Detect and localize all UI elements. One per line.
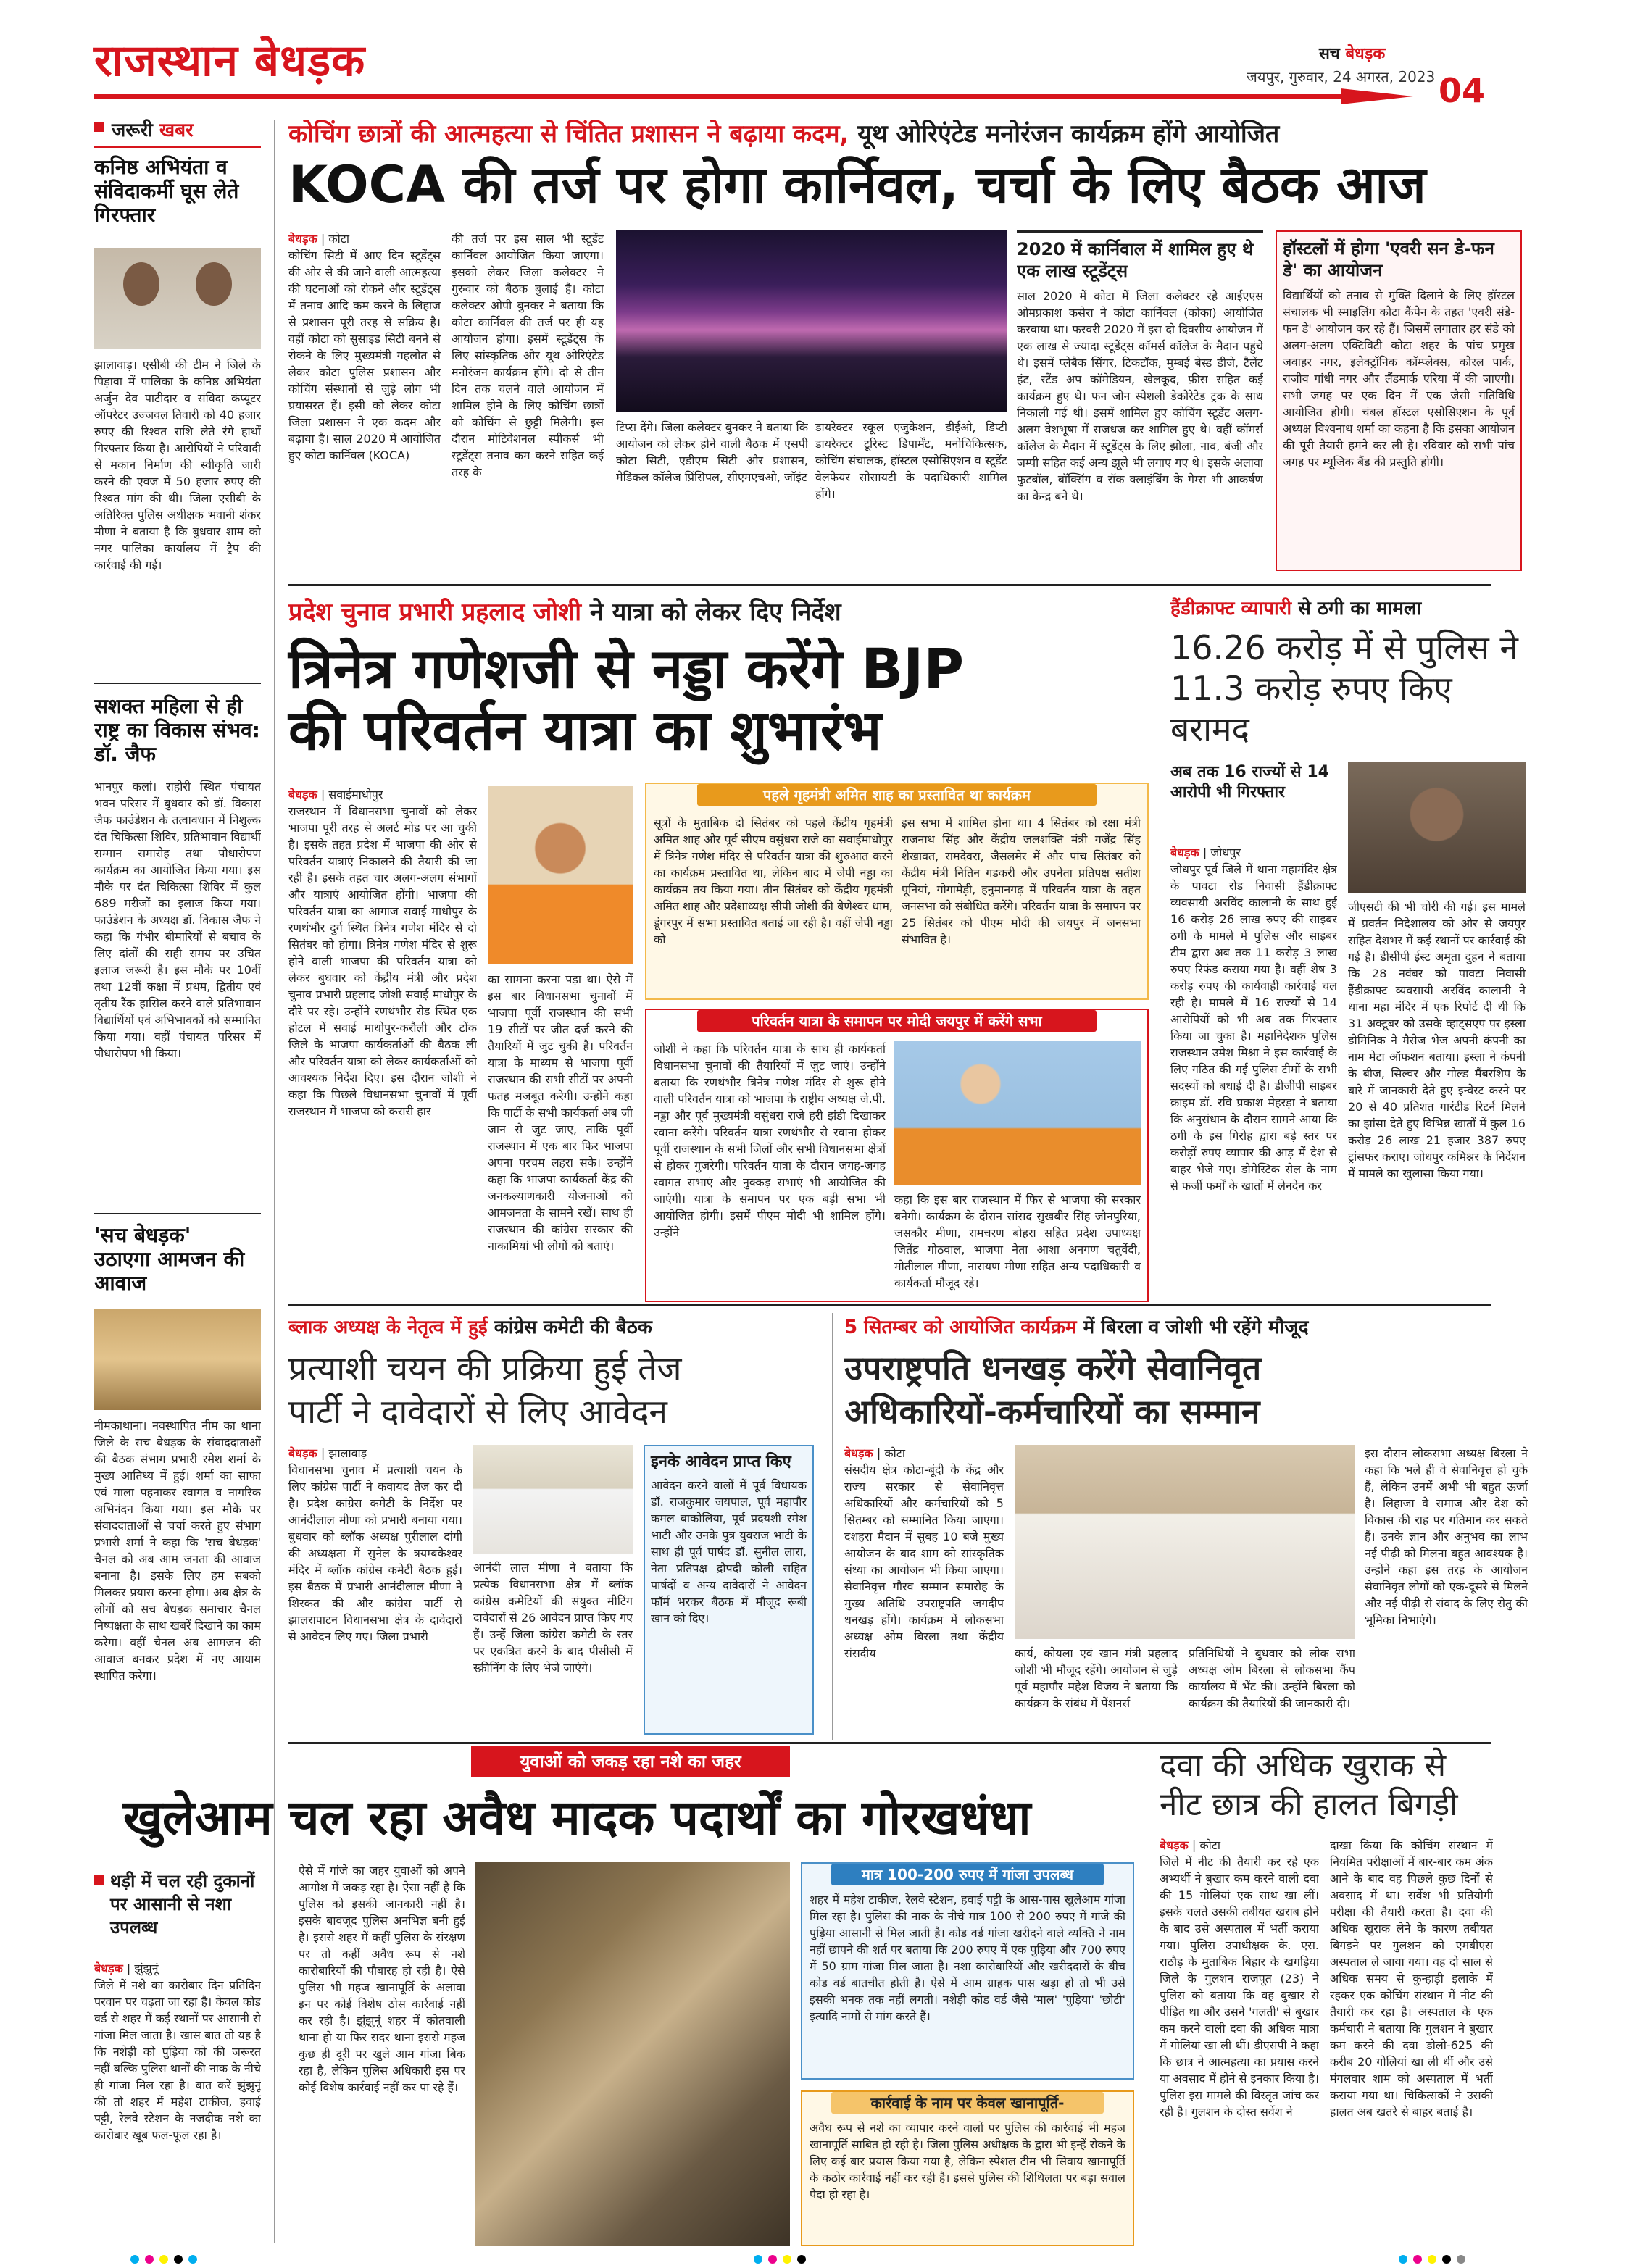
box-column: सूत्रों के मुताबिक दो सितंबर को पहले केंद्रीय गृहमंत्री अमित शाह और पूर्व सीएम वसुंधरा राजे का सवाईमाधोपुर में त्रिनेत्र गणेश मंदिर से परिवर्तन यात्रा की शुरुआत करने का कार्यक्रम प्रस्तावित था, लेकिन बाद में जेपी नड्डा का कार्यक्रम तय किया गया। तीन सितंबर को केंद्रीय गृहमंत्री अमित शाह और प्रदेशाध्यक्ष सीपी जोशी की बेणेश्वर धाम, डूंगरपुर में सभा प्रस्तावित बताई जा रही है। वहीं जेपी नड्डा को: [654, 816, 893, 946]
story-strip: युवाओं को जकड़ रहा नशे का जहर: [471, 1746, 790, 1777]
sidebar-story-1-headline: कनिष्ठ अभियंता व संविदाकर्मी घूस लेते गिरफ्तार: [94, 155, 239, 227]
sidebar-story-1-photo: [94, 248, 261, 349]
box-police-action: [801, 2090, 1134, 2246]
divider: [94, 1213, 261, 1214]
prahlad-joshi-photo: [488, 786, 633, 964]
story-congress-meeting: [288, 1313, 825, 1740]
story-column: बेधड़क | कोटा जिले में नीट की तैयारी कर रहे एक अभ्यर्थी ने बुखार कम करने वाली दवा की 15 गोलियां एक साथ खा लीं। इसके चलते उसकी तबीयत खराब होने के बाद उसे अस्पताल में भर्ती कराया गया। पुलिस उपाधीक्षक के. एस. राठौड़ के मुताबिक बिहार के खगड़िया जिले के गुलशन राजपूत (23) ने पुलिस को बताया कि वह बुखार से पीड़ित था और उसने 'गलती' से बुखार कम करने वाली दवा की अधिक मात्रा में गोलियां खा ली थीं। डीएसपी ने कहा कि छात्र ने आत्महत्या का प्रयास करने या अवसाद में होने से इनकार किया है। पुलिस इस मामले की विस्तृत जांच कर रही है। गुलशन के दोस्त सर्वेश ने: [1160, 1838, 1319, 2119]
registration-dots-right: [1399, 2255, 1500, 2264]
sidebox-applicants: [644, 1445, 814, 1735]
box-title: परिवर्तन यात्रा के समापन पर मोदी जयपुर में करेंगे सभा: [697, 1010, 1097, 1032]
newspaper-title: राजस्थान बेधड़क: [94, 36, 366, 86]
sidebox-body: आवेदन करने वालों में पूर्व विधायक डॉ. राजकुमार जयपाल, पूर्व महापौर कमल बाकोलिया, पूर्व प्रदयशी रमेश भाटी और उनके पुत्र युवराज भाटी के साथ ही पूर्व पार्षद डॉ. सुनील लारा, नेता प्रतिपक्ष द्रौपदी कोली सहित पार्षदों व अन्य दावेदारों ने आवेदन फॉर्म भरकर बैठक में मौजूद रूबी खान को दिए।: [651, 1478, 807, 1625]
sidebox-body: विद्यार्थियों को तनाव से मुक्ति दिलाने के लिए हॉस्टल संचालक भी स्माइलिंग कोटा कैंपेन के तहत 'एवरी संडे-फन डे' आयोजन कर रहे हैं। जिसमें लगातार हर संडे को अलग-अलग एक्टिविटी कोटा शहर के पांच प्रमुख जवाहर नगर, इलेक्ट्रॉनिक कॉम्प्लेक्स, कोरल पार्क, राजीव गांधी नगर और लैंडमार्क एरिया में की जाएगी। सभी जगह पर एक दिन में एक जैसी गतिविधि आयोजित होगी। चंबल हॉस्टल एसोसिएशन के पूर्व अध्यक्ष विश्वनाथ शर्मा का कहना है कि इसका आयोजन की पूरी तैयारी हमने कर ली है। रविवार को सभी पांच जगह पर म्यूजिक बैंड की प्रस्तुति होगी।: [1283, 288, 1515, 469]
registration-dots-center: [754, 2255, 855, 2264]
story-koca: [288, 116, 1535, 580]
story-headline: KOCA की तर्ज पर होगा कार्निवल, चर्चा के लिए बैठक आज: [288, 155, 1426, 214]
story-column: की तर्ज पर इस साल भी स्टूडेंट कार्निवल आयोजित किया जाएगा। इसको लेकर जिला कलेक्टर ने गुरुवार को बैठक बुलाई है। कोटा कलेक्टर ओपी बुनकर ने बताया कि कोटा कार्निवल की तर्ज पर ही यह आयोजन होगा। इसमें स्टूडेंट्स के लिए सांस्कृतिक और यूथ ओरिएंटेड मनोरंजन कार्यक्रम होंगे। दो से तीन दिन तक चलने वाले आयोजन में शामिल होने के लिए कोचिंग छात्रों को कोचिंग से छुट्टी मिलेगी। इस दौरान मोटिवेशनल स्पीकर्स भी स्टूडेंट्स तनाव कम करने सहित कई तरह के: [452, 232, 604, 479]
story-kicker: 5 सितम्बर को आयोजित कार्यक्रम में बिरला व जोशी भी रहेंगे मौजूद: [844, 1317, 1309, 1338]
section-rule: [288, 1742, 1491, 1744]
story-kicker: हैंडीक्राफ्ट व्यापारी से ठगी का मामला: [1170, 598, 1422, 620]
section-rule: [288, 584, 1491, 586]
story-subhead: अब तक 16 राज्यों से 14 आरोपी भी गिरफ्तार: [1170, 763, 1329, 801]
story-column: ऐसे में गांजे का जहर युवाओं को अपने आगोश में जकड़ रहा है। ऐसा नहीं है कि पुलिस को इसकी जानकारी नहीं है। इसके बावजूद पुलिस अनभिज्ञ बनी हुई है। इससे शहर में कहीं पुलिस के संरक्षण पर तो कहीं अवैध रूप से नशे कारोबारियों की पौबारह हो रही है। ऐसे पुलिस भी महज खानापूर्ति के अलावा इन पर कोई विशेष ठोस कार्रवाई नहीं कर रही है। झुंझुनूं शहर में कोतवाली थाना हो या फिर सदर थाना इससे महज कुछ ही दूरी पर खुले आम गांजा बिक रहा है, लेकिन पुलिस अधिकारी इस पर कोई विशेष कार्रवाई नहीं कर पा रहे हैं।: [299, 1864, 465, 2094]
story-kicker: कोचिंग छात्रों की आत्महत्या से चिंतित प्रशासन ने बढ़ाया कदम, यूथ ओरिएंटेड मनोरंजन कार्यक्रम होंगे आयोजित: [288, 120, 1280, 149]
column-rule: [832, 1313, 833, 1740]
story-column: डायरेक्टर स्कूल एजुकेशन, डीईओ, डिप्टी डायरेक्टर टूरिस्ट डिपार्मेंट, मनोचिकित्सक, कोचिंग संचालक, हॉस्टल एसोसिएशन व स्टूडेंट वेलफेयर सोसायटी के पदाधिकारी शामिल होंगे।: [815, 420, 1007, 501]
sidebox-head: 2020 में कार्निवाल में शामिल हुए थे एक लाख स्टूडेंट्स: [1017, 239, 1254, 281]
story-column: इस दौरान लोकसभा अध्यक्ष बिरला ने कहा कि भले ही वे सेवानिवृत्त हो चुके हैं, लेकिन उनमें अभी भी बहुत ऊर्जा है। लिहाजा वे समाज और देश को विकास की राह पर गतिमान कर सकते हैं। उनके ज्ञान और अनुभव का लाभ नई पीढ़ी को मिलना बहुत आवश्यक है। उन्होंने कहा इस तरह के आयोजन सेवानिवृत लोगों को एक-दूसरे से मिलने और नई पीढ़ी से संवाद के लिए सेतु की भूमिका निभाएंगे।: [1365, 1446, 1528, 1627]
masthead: [94, 0, 1486, 110]
meeting-hall-photo: [1015, 1445, 1355, 1639]
story-drugs: [94, 1746, 1138, 2246]
box-ganja-price: [801, 1862, 1134, 2080]
story-column: जीएसटी की भी चोरी की गई। इस मामले में प्रवर्तन निदेशालय को ओर से जयपुर सहित देशभर में कई स्थानों पर कार्रवाई की गई है। डीसीपी ईस्ट अमृता दुहन ने बताया कि 28 नवंबर को पावटा निवासी हैंडीक्राफ्ट व्यवसायी अरविंद कालानी ने थाना महा मंदिर में एक रिपोर्ट दी थी कि 31 अक्टूबर को उसके व्हाट्सएप पर इस्ला डोमिनिक ने मैसेज भेज अपनी कंपनी का नाम मेटा ऑफशन बताया। इस्ला ने कंपनी के बीज, सिल्वर और गोल्ड मैंबरशिप के बारे में जानकारी देते हुए इन्वेस्ट करने पर 20 से 40 प्रतिशत गारंटीड रिटर्न मिलने का झांसा देते हुए विभिन्न खातों में कुल 16 करोड़ 26 लाख 21 हजार 387 रुपए ट्रांसफर कराए। जोधपुर कमिश्नर के निर्देशन में मामले का खुलासा किया गया।: [1348, 900, 1526, 1180]
story-bjp-yatra: [288, 594, 1151, 1304]
story-headline: खुलेआम चल रहा अवैध मादक पदार्थों का गोरखधंधा: [123, 1790, 1031, 1846]
story-column: प्रतिनिधियों ने बुधवार को लोक सभा अध्यक्ष ओम बिरला से लोकसभा कैंप कार्यालय में भेंट की। उन्होंने बिरला को कार्यक्रम की तैयारियों की जानकारी दी।: [1189, 1646, 1355, 1710]
box-column: इस सभा में शामिल होना था। 4 सितंबर को रक्षा मंत्री राजनाथ सिंह और केंद्रीय जलशक्ति मंत्री गजेंद्र सिंह शेखावत, रामदेवरा, जैसलमेर में और पांच सितंबर को केंद्रीय मंत्री नितिन गडकरी और उपनेता प्रतिपक्ष सतीश पूनियां, गोगामेड़ी, हनुमानगढ़ में परिवर्तन यात्रा के तहत जनसभा को संबोधित करेंगे। परिवर्तन यात्रा के समापन पर 25 सितंबर को पीएम मोदी की जयपुर में जनसभा संभावित है।: [902, 816, 1141, 946]
story-subhead: थड़ी में चल रही दुकानों पर आसानी से नशा उपलब्ध: [94, 1869, 261, 1939]
story-column: आनंदी लाल मीणा ने बताया कि प्रत्येक विधानसभा क्षेत्र में ब्लॉक कांग्रेस कमेटियों की संयुक्त मीटिंग दावेदारों से 26 आवेदन प्राप्त किए गए हैं। उन्हें जिला कांग्रेस कमेटी के स्तर पर एकत्रित करने के बाद पीसीसी में स्क्रीनिंग के लिए भेजे जाएंगे।: [473, 1561, 633, 1675]
masthead-rule: [94, 94, 1341, 99]
drugs-seizure-photo: [475, 1862, 790, 2246]
story-kicker: ब्लाक अध्यक्ष के नेतृत्व में हुई कांग्रेस कमेटी की बैठक: [288, 1317, 652, 1338]
congress-meeting-photo: [473, 1445, 633, 1554]
story-column: बेधड़क | कोटा संसदीय क्षेत्र कोटा-बूंदी के केंद्र और राज्य सरकार से सेवानिवृत्त अधिकारियों और कर्मचारियों को 5 सितम्बर को सम्मानित किया जाएगा। दशहरा मैदान में सुबह 10 बजे मुख्य आयोजन के बाद शाम को सांस्कृतिक संध्या का आयोजन भी किया जाएगा। सेवानिवृत्त गौरव सम्मान समारोह के मुख्य अतिथि उपराष्ट्रपति जगदीप धनखड़ होंगे। कार्यक्रम में लोकसभा अध्यक्ष ओम बिरला तथा केंद्रीय संसदीय: [844, 1446, 1004, 1660]
story-column: बेधड़क | झुंझुनूं जिले में नशे का कारोबार दिन प्रतिदिन परवान पर चढ़ता जा रहा है। केवल कोड वर्ड से शहर में कई स्थानों पर आसानी से गांजा मिल जाता है। खास बात तो यह है कि नशेड़ी को पुड़िया को की जरूरत नहीं बल्कि पुलिस थानों की नाक के नीचे ही गांजा मिल रहा है। बात करें झुंझुनूं की तो शहर में महेश टाकीज, हवाई पट्टी, रेलवे स्टेशन के नजदीक नशे का कारोबार खूब फल-फूल रहा है।: [94, 1961, 261, 2142]
newspaper-logo: [94, 29, 365, 88]
sidebar-story-3-photo: [94, 1309, 261, 1410]
sidebox-head: इनके आवेदन प्राप्त किए: [651, 1453, 791, 1471]
carnival-crowd-photo: [616, 230, 1007, 412]
story-kicker: प्रदेश चुनाव प्रभारी प्रहलाद जोशी ने यात्रा को लेकर दिए निर्देश: [288, 598, 841, 627]
story-column: बेधड़क | जोधपुर जोधपुर पूर्व जिले में थाना महामंदिर क्षेत्र के पावटा रोड निवासी हैंडीक्राफ्ट व्यवसायी अरविंद कालानी के साथ हुई 16 करोड़ 26 लाख रुपए की साइबर ठगी के मामले में पुलिस और साइबर टीम द्वारा अब तक 11 करोड़ 3 लाख रुपए रिफंड कराया गया है। वहीं शेष 3 करोड़ रुपए की कार्यवाही कार्रवाई चल रही है। मामले में 16 राज्यों से 14 आरोपियों को भी अब तक गिरफ्तार किया जा चुका है। महानिदेशक पुलिस राजस्थान उमेश मिश्रा ने इस कार्रवाई के लिए गठित की गई पुलिस टीमों के सभी सदस्यों को बधाई दी है। डीजीपी साइबर क्राइम डॉ. रवि प्रकाश मेहरड़ा ने बताया कि अनुसंधान के दौरान सामने आया कि ठगी के इस गिरोह द्वारा बड़े स्तर पर करोड़ों रुपए व्यापार की आड़ में देश से बाहर भेजे गए। डोमेस्टिक सेल के नाम से फर्जी फर्मों के खातों में लेनदेन कर: [1170, 846, 1337, 1193]
box-column: कहा कि इस बार राजस्थान में फिर से भाजपा की सरकार बनेगी। कार्यक्रम के दौरान सांसद सुखबीर सिंह जौनपुरिया, जसकौर मीणा, रामचरण बोहरा सहित प्रदेश उपाध्यक्ष जितेंद्र गोठवाल, भाजपा नेता आशा अनगण चतुर्वेदी, मोतीलाल मीणा, नारायण मीणा सहित अन्य पदाधिकारी व कार्यकर्ता मौजूद रहे।: [894, 1193, 1141, 1290]
story-cyber-fraud: [1170, 594, 1533, 1304]
divider: [94, 683, 261, 684]
story-headline: उपराष्ट्रपति धनखड़ करेंगे सेवानिवृत अधिकारियों-कर्मचारियों का सम्मान: [844, 1348, 1262, 1431]
sidebar-section-label: जरूरी खबर: [94, 116, 261, 148]
box-title: पहले गृहमंत्री अमित शाह का प्रस्तावित था कार्यक्रम: [697, 784, 1097, 806]
story-column: बेधड़क | सवाईमाधोपुर राजस्थान में विधानसभा चुनावों को लेकर भाजपा पूरी तरह से अलर्ट मोड पर आ चुकी है। इसके तहत प्रदेश में भाजपा की ओर से परिवर्तन यात्राएं निकालने की तैयारी की जा रही है। इसके तहत चार अलग-अलग संभागों और यात्राएं आयोजित होंगी। भाजपा की परिवर्तन यात्रा का आगाज सवाई माधोपुर के रणथंभौर दुर्ग स्थित त्रिनेत्र गणेश मंदिर से दो सितंबर को होगा। त्रिनेत्र गणेश मंदिर से शुरू होने वाली भाजपा की परिवर्तन यात्रा को लेकर बुधवार को केंद्रीय मंत्री और प्रदेश चुनाव प्रभारी प्रहलाद जोशी सवाई माधोपुर के दौरे पर रहे। उन्होंने रणथंभौर रोड स्थित एक होटल में सवाई माधोपुर-करौली और टोंक जिले के भाजपा कार्यकर्ताओं की बैठक ली और परिवर्तन यात्रा को लेकर कार्यकर्ताओं को आवश्यक निर्देश दिए। इस दौरान जोशी ने कहा कि पिछले विधानसभा चुनावों में पूर्वी राजस्थान में भाजपा को करारी हार: [288, 788, 477, 1118]
story-headline: त्रिनेत्र गणेशजी से नड्डा करेंगे BJP की परिवर्तन यात्रा का शुभारंभ: [288, 636, 965, 763]
sidebar-story-3-body: नीमकाथाना। नवस्‍थापित नीम का थाना जिले के सच बेधड़क के संवाददाताओं की बैठक संभाग प्रभारी रमेश शर्मा के मुख्य आतिथ्य में हुई। शर्मा का साफा एवं माला पहनाकर स्वागत व नागरिक अभिनंदन किया गया। इस मौके पर संवाददाताओं से चर्चा करते हुए संभाग प्रभारी शर्मा ने कहा कि 'सच बेधड़क' चैनल को अब आम जनता की आवाज बनाना है। इसके लिए हम सबको मिलकर प्रयास करना होगा। अब क्षेत्र के लोगों को सच बेधड़क समाचार चैनल निष्पक्षता के साथ खबरें दिखाने का काम करेगा। वहीं चैनल अब आमजन की आवाज बनकर प्रदेश में नए आयाम स्थापित करेगा।: [94, 1419, 261, 1683]
edition-brand: सच बेधड़क: [1319, 45, 1386, 63]
pen-nib-icon: [1341, 88, 1413, 104]
story-column: बेधड़क | कोटा कोचिंग सिटी में आए दिन स्टूडेंट्स की ओर से की जाने वाली आत्महत्या की घटनाओं को रोकने और स्टूडेंट्स में तनाव आदि कम करने के लिहाज से प्रशासन पूरी तरह से सक्रिय है। वहीं कोटा को सुसाइड सिटी बनने से रोकने के लिए मुख्यमंत्री गहलोत से लेकर कोटा पुलिस प्रशासन और कोचिंग संस्थानों से जुड़े लोग भी प्रयासरत हैं। इसी को लेकर कोटा जिला प्रशासन ने एक कदम और बढ़ाया है। साल 2020 में आयोजित हुए कोटा कार्निवल (KOCA): [288, 232, 441, 462]
registration-dots-left: [130, 2255, 232, 2264]
section-marker-icon: [94, 122, 104, 132]
box-body: अवैध रूप से नशे का व्यापार करने वालों पर पुलिस की कार्रवाई भी महज खानापूर्ति साबित हो रही है। जिला पुलिस अधीक्षक के द्वारा भी इन्हें रोकने के लिए कई बार प्रयास किया गया है, लेकिन स्पेशल टीम भी सिवाय खानापूर्ति के कठोर कार्रवाई नहीं कर रही है। इससे पुलिस की शिथिलता पर बड़ा सवाल पैदा हो रहा है।: [810, 2121, 1125, 2201]
sidebox-carnival-2020: [1017, 230, 1263, 571]
issue-date: जयपुर, गुरुवार, 24 अगस्त, 2023: [1247, 68, 1436, 86]
section-rule: [288, 1304, 1491, 1306]
sidebar-story-1-body: झालावाड़। एसीबी की टीम ने जिले के पिड़ावा में पालिका के कनिष्ठ अभियंता अर्जुन देव पाटीदार व संविदा कंप्यूटर ऑपरेटर उज्जवल तिवारी को 40 हजार रुपए की रिश्वत राशि लेते रंगे हाथों गिरफ्तार किया है। आरोपियों ने परिवादी से मकान निर्माण की स्वीकृति जारी करने की एवज में 50 हजार रुपए की रिश्वत मांग की थी। जिला एसीबी के अतिरिक्त पुलिस अधीक्षक भवानी शंकर मीणा ने बताया है कि बुधवार शाम को नगर पालिका कार्यालय में ट्रैप की कार्रवाई की गई।: [94, 358, 261, 572]
box-modi-jaipur-rally: [645, 1009, 1149, 1302]
sidebox-hostel-funday: [1276, 230, 1522, 571]
box-title: मात्र 100-200 रुपए में गांजा उपलब्ध: [831, 1864, 1104, 1885]
sidebox-body: साल 2020 में कोटा में जिला कलेक्टर रहे आईएएस ओमप्रकाश कसेरा ने कोटा कार्निवल (कोका) आयोजित करवाया था। फरवरी 2020 में इस दो दिवसीय आयोजन में एक लाख से ज्यादा स्टूडेंट्स कॉमर्स कॉलेज के मैदान पहुंचे थे। इसमें प्लेबैक सिंगर, टिकटॉक, मुम्बई बेस्ड डीजे, टैलेंट हंट, स्टैंड अप कॉमेडियन, खेलकूद, फ़ीस सहित कई कार्यक्रम हुए थे। फन जोन स्पेशली डेकोरेटेड ट्रक के साथ निकाली गई थी। इसमें शामिल हुए कोचिंग स्टूडेंट अलग-अलग वेशभूषा में सजधज कर शामिल हुए थे। वहीं कॉमर्स कॉलेज के मैदान में स्टूडेंट्स के लिए झोला, नाव, बंजी और जम्पी सहित कई अन्य झूले भी लगाए गए थे। इसके अलावा फुटबॉल, बॉक्सिंग व रॉक क्लाइंबिंग के गेम्स भी आकर्षण का केन्द्र बने थे।: [1017, 289, 1263, 503]
story-column: कार्य, कोयला एवं खान मंत्री प्रहलाद जोशी भी मौजूद रहेंगे। आयोजन से जुड़े पूर्व महापौर महेश विजय ने बताया कि कार्यक्रम के संबंध में पेंशनर्स: [1015, 1646, 1178, 1710]
story-headline: प्रत्याशी चयन की प्रक्रिया हुई तेज पार्टी ने दावेदारों से लिए आवेदन: [288, 1348, 682, 1431]
pm-modi-photo: [894, 1041, 1141, 1185]
story-vp-felicitation: [844, 1313, 1533, 1740]
sidebar-story-2-headline: सशक्त महिला से ही राष्ट्र का विकास संभव: डॉ. जैफ: [94, 694, 260, 766]
bullet-icon: [94, 1875, 104, 1885]
page-number: 04: [1439, 71, 1486, 110]
story-neet-student: [1160, 1746, 1493, 2246]
story-headline: 16.26 करोड़ में से पुलिस ने 11.3 करोड़ रुपए किए बरामद: [1170, 628, 1518, 749]
sidebar-story-3-headline: 'सच बेधड़क' उठाएगा आमजन की आवाज: [94, 1223, 245, 1295]
sidebox-head: हॉस्टलों में होगा 'एवरी सन डे-फन डे' का आयोजन: [1283, 238, 1494, 280]
box-body: शहर में महेश टाकीज, रेलवे स्टेशन, हवाई पट्टी के आस-पास खुलेआम गांजा मिल रहा है। पुलिस की नाक के नीचे मात्र 100 से 200 रुपए में गांजे की पुड़िया आसानी से मिल जाती है। कोड वर्ड गांजा खरीदने वाले व्यक्ति ने नाम नहीं छापने की शर्त पर बताया कि 200 रुपए में एक पुड़िया और 700 रुपए में 50 ग्राम गांजा मिल जाता है। नशा कारोबारियों और खरीददारों के बीच कोड वर्ड बातचीत होती है। ऐसे में आम ग्राहक पास खड़ा हो तो भी उसे इसकी भनक तक नहीं लगती। नशेड़ी कोड वर्ड जैसे 'माल' 'पुड़िया' 'छोटी' इत्यादि नामों से मांग करते हैं।: [810, 1893, 1125, 2023]
story-headline: दवा की अधिक खुराक से नीट छात्र की हालत बिगड़ी: [1160, 1747, 1458, 1823]
accused-photo: [1348, 762, 1526, 893]
box-column: जोशी ने कहा कि परिवर्तन यात्रा के साथ ही कार्यकर्ता विधानसभा चुनावों की तैयारियों में जुट जाएं। उन्होंने बताया कि रणथंभौर त्रिनेत्र गणेश मंदिर से शुरू होने वाली परिवर्तन यात्रा को भाजपा के राष्ट्रीय अध्यक्ष जे.पी. नड्डा और पूर्व मुख्यमंत्री वसुंधरा राजे हरी झंडी दिखाकर रवाना करेंगे। परिवर्तन यात्रा रणथंभौर से रवाना होकर पूर्वी राजस्थान के सभी जिलों और सभी विधानसभा क्षेत्रों से होकर गुजरेगी। परिवर्तन यात्रा के दौरान जगह-जगह स्वागत सभाएं और नुक्कड़ सभाएं भी आयोजित की जाएंगी। यात्रा के समापन पर एक बड़ी सभा भी आयोजित होगी। इसमें पीएम मोदी भी शामिल होंगे। उन्होंने: [654, 1042, 886, 1239]
story-column: टिप्स देंगे। जिला कलेक्टर बुनकर ने बताया कि आयोजन को लेकर होने वाली बैठक में एसपी कोटा सिटी, एडीएम सिटी और प्रशासन, मेडिकल कॉलेज प्रिंसिपल, सीएमएचओ, जॉइंट: [616, 420, 808, 484]
box-amit-shah-program: [645, 783, 1149, 1000]
sidebar-story-2-body: भानपुर कलां। राहोरी स्थित पंचायत भवन परिसर में बुधवार को डॉ. विकास जैफ फाउंडेशन के तत्वावधान में निशुल्क दंत चिकित्सा शिविर, प्रतिभावान विद्यार्थी सम्मान समारोह तथा पौधारोपण कार्यक्रम का आयोजित किया गया। इस मौके पर दंत चिकित्सा शिविर में कुल 689 मरीजों का इलाज किया गया। फाउंडेशन के अध्यक्ष डॉ. विकास जैफ ने कहा कि गंभीर बीमारियों से बचाव के लिए दांतों की सही समय पर उचित इलाज जरूरी है। इस मौके पर 10वीं तथा 12वीं कक्षा में प्रथम, द्वितीय एवं तृतीय रैंक हासिल करने वाले प्रतिभावान विद्यार्थियों एवं अभिभावकों को सम्मानित किया गया। वहीं पंचायत परिसर में पौधारोपण भी किया।: [94, 780, 261, 1060]
box-title: कार्रवाई के नाम पर केवल खानापूर्ति-: [831, 2092, 1104, 2114]
story-column: बेधड़क | झालावाड़ विधानसभा चुनाव में प्रत्याशी चयन के लिए कांग्रेस पार्टी ने कवायद तेज कर दी है। प्रदेश कांग्रेस कमेटी के निर्देश पर आनंदीलाल मीणा को प्रभारी बनाया गया। बुधवार को ब्लॉक अध्यक्ष पुरीलाल दांगी की अध्यक्षता में सुनेल के त्रयम्बकेश्वर मंदिर में ब्लॉक कांग्रेस कमेटी बैठक हुई। इस बैठक में प्रभारी आनंदीलाल मीणा ने शिरकत की और कांग्रेस पार्टी से झालरापाटन विधानसभा क्षेत्र के दावेदारों से आवेदन लिए गए। जिला प्रभारी: [288, 1446, 462, 1643]
story-column: दाखा किया कि कोचिंग संस्थान में नियमित परीक्षाओं में बार-बार कम अंक आने के बाद वह पिछले कुछ दिनों से अवसाद में था। सर्वेश भी प्रतियोगी परीक्षा की तैयारी करता है। दवा की अधिक खुराक लेने के कारण तबीयत बिगड़ने पर गुलशन को एमबीएस अस्पताल ले जाया गया। वह दो साल से अधिक समय से कुन्हाड़ी इलाके में रहकर एक कोचिंग संस्थान में नीट की तैयारी कर रहा है। अस्पताल के एक कर्मचारी ने बताया कि गुलशन ने बुखार कम करने की दवा डोलो-625 की करीब 20 गोलियां खा ली थीं और उसे मंगलवार शाम को अस्पताल में भर्ती कराया गया था। चिकित्सकों ने उसकी हालत अब खतरे से बाहर बताई है।: [1330, 1838, 1493, 2119]
story-column: का सामना करना पड़ा था। ऐसे में इस बार विधानसभा चुनावों में भाजपा पूर्वी राजस्थान की सभी 19 सीटों पर जीत दर्ज करने की तैयारियों में जुट चुकी है। परिवर्तन यात्रा के माध्यम से भाजपा पूर्वी राजस्थान की सभी सीटों पर अपनी फतह मजबूत करेगी। उन्होंने कहा कि पार्टी के सभी कार्यकर्ता अब जी जान से जुट जाए, ताकि पूर्वी राजस्थान में एक बार फिर भाजपा अपना परचम लहरा सके। उन्होंने कहा कि भाजपा कार्यकर्ता केंद्र की जनकल्याणकारी योजनाओं को आमजनता के सामने रखें। साथ ही राजस्थान की कांग्रेस सरकार की नाकामियां भी लोगों को बताएं।: [488, 972, 633, 1253]
